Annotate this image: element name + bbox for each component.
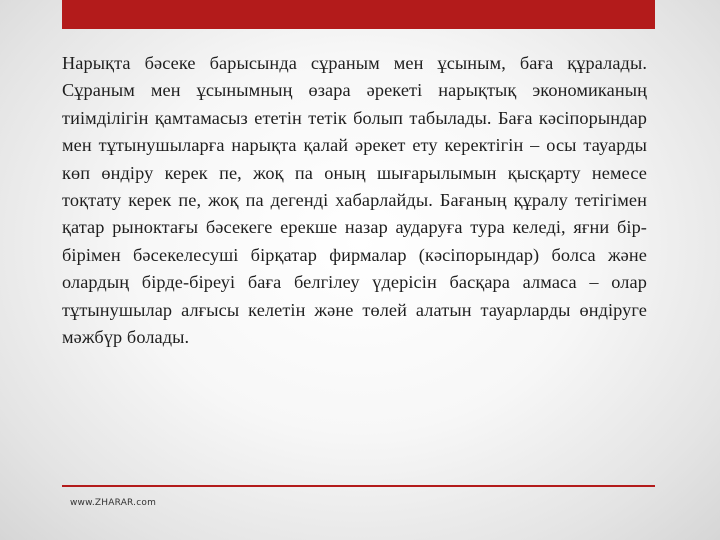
footer-divider	[62, 485, 655, 487]
footer-website: www.ZHARAR.com	[70, 498, 157, 508]
slide-body-text: Нарықта бәсеке барысында сұраным мен ұсыным, баға құралады. Сұраным мен ұсынымның өзара әрекеті нарықтық экономиканың тиімділігін қамтамасыз ететін тетік болып табылады. Баға кәсіпорындар мен тұтынушыларға нарықта қалай әрекет ету керектігін – осы тауарды көп өндіру керек пе, жоқ па оның шығарылымын қысқарту немесе тоқтату керек пе, жоқ па дегенді хабарлайды. Бағаның құралу тетігімен қатар рыноктағы бәсекеге ерекше назар аударуға тура келеді, яғни бір-бірімен бәсекелесуші бірқатар фирмалар (кәсіпорындар) болса және олардың бірде-біреуі баға белгілеу үдерісін басқара алмаса – олар тұтынушылар алғысы келетін және төлей алатын тауарларды өндіруге мәжбүр болады.	[62, 53, 647, 348]
top-accent-bar	[62, 0, 655, 29]
